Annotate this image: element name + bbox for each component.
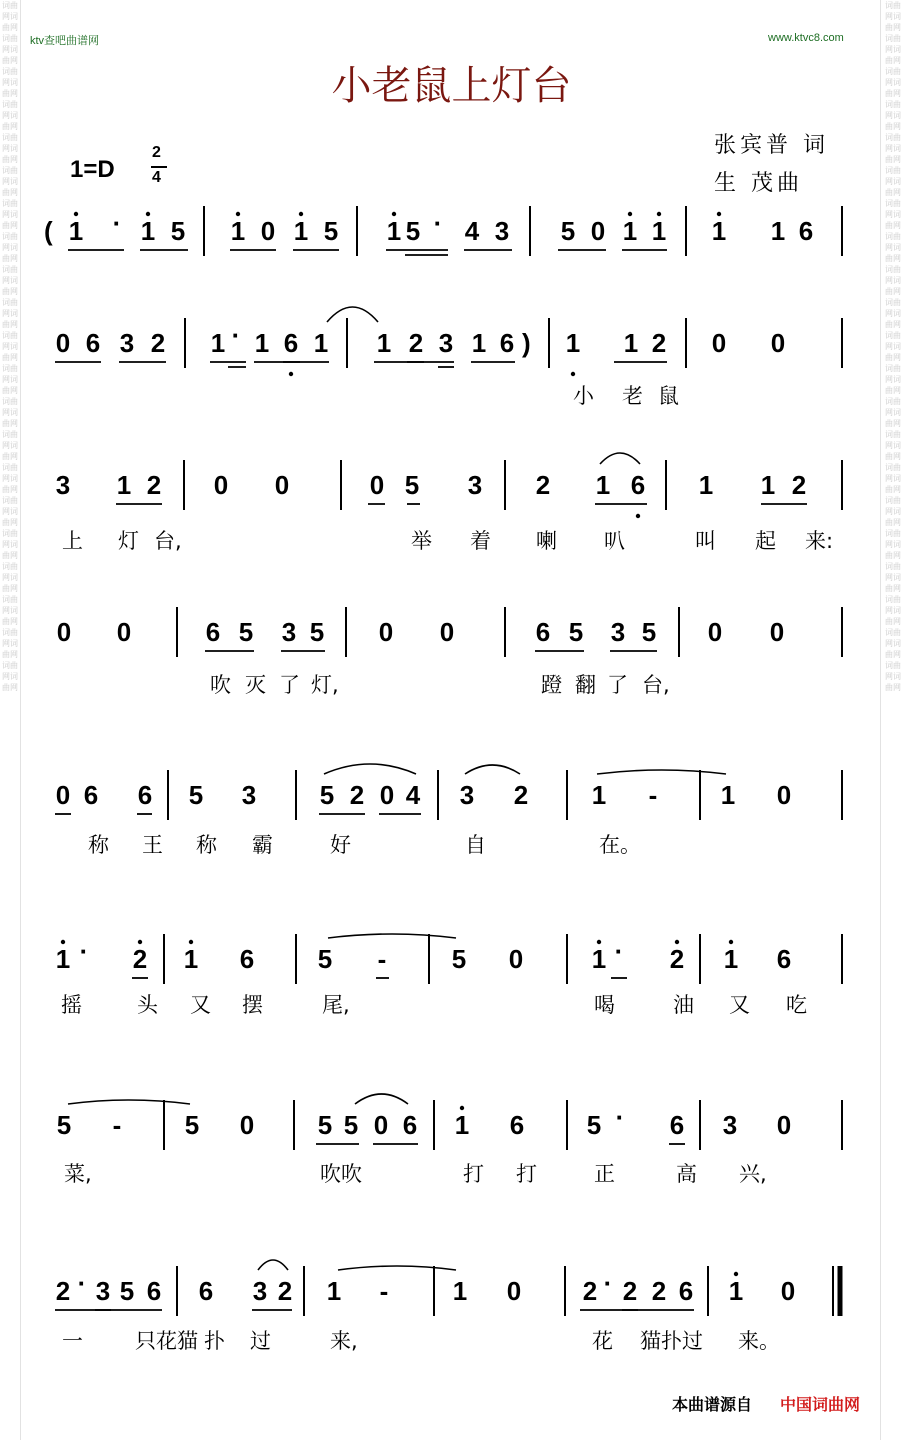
lyric-word: 兴, [739,1162,767,1186]
note: · [231,320,241,350]
lyric-word: 喝 [594,993,615,1017]
note: 1 [210,328,226,358]
lyric-word: 着 [470,529,491,553]
lyric-word: 一 [62,1329,83,1353]
note: 0 [373,1110,389,1140]
note: 2 [513,780,529,810]
lyric-word: 菜, [64,1162,92,1186]
note: 5 [119,1276,135,1306]
note: 1 [770,216,786,246]
high-octave-dot [675,940,679,944]
note: 3 [459,780,475,810]
time-signature-top: 2 [152,144,161,161]
note: 0 [707,617,723,647]
note: 0 [711,328,727,358]
note: 2 [791,470,807,500]
lyric-word: 王 [142,833,163,857]
note: 1 [728,1276,744,1306]
note: 5 [586,1110,602,1140]
note: 1 [720,780,736,810]
tie-slur [68,1100,190,1104]
note: 2 [277,1276,293,1306]
note: 5 [184,1110,200,1140]
note: 3 [467,470,483,500]
note: 5 [309,617,325,647]
note: · [79,936,89,966]
note: 3 [438,328,454,358]
note: 6 [776,944,792,974]
lyric-word: 花 [592,1329,613,1353]
note: 6 [85,328,101,358]
note: 1 [313,328,329,358]
lyric-word: 打 [463,1162,484,1186]
tie-slur [600,453,640,464]
note: 5 [323,216,339,246]
lyric-word: 吹吹 [320,1162,362,1186]
note: 6 [535,617,551,647]
note: 0 [769,617,785,647]
note: 1 [591,780,607,810]
lyric-word: 喇 [536,529,557,553]
tie-slur [355,1094,408,1104]
note: 0 [55,780,71,810]
lyric-word: 上 [62,529,83,553]
low-octave-dot [636,514,640,518]
low-octave-dot [289,372,293,376]
lyric-word: 灯 [118,529,139,553]
note: 1 [595,470,611,500]
lyric-word: 打 [516,1162,537,1186]
lyric-word: 在。 [599,833,641,857]
note: 1 [711,216,727,246]
note: 5 [238,617,254,647]
composer-credit: 生 茂曲 [714,171,803,196]
note: 5 [404,470,420,500]
note: 3 [281,617,297,647]
lyric-word: 正 [594,1162,615,1186]
note: 2 [132,944,148,974]
tie-slur [465,765,520,774]
lyricist-credit: 张宾普 词 [714,133,829,158]
source-site: 中国词曲网 [780,1395,861,1414]
note: 2 [349,780,365,810]
note: 2 [55,1276,71,1306]
lyric-word: 吃 [786,993,807,1017]
note: 2 [582,1276,598,1306]
note: 0 [508,944,524,974]
note: 1 [623,328,639,358]
lyric-word: 头 [137,993,158,1017]
lyric-word: 了 [279,673,300,697]
lyric-word: 又 [729,993,750,1017]
note: · [615,1102,625,1132]
note: 0 [439,617,455,647]
lyric-word: 起 [755,529,776,553]
note: 1 [760,470,776,500]
lyric-word: 翻 [575,673,596,697]
note: 1 [471,328,487,358]
high-octave-dot [657,212,661,216]
lyric-word: 又 [190,993,211,1017]
tie-slur [328,934,456,938]
note: · [433,208,443,238]
note: 5 [405,216,421,246]
note: · [614,936,624,966]
lyric-word: 称 [88,833,109,857]
note: · [77,1268,87,1298]
note: 1 [454,1110,470,1140]
note: 0 [274,470,290,500]
tie-slur [597,770,726,774]
note: 6 [499,328,515,358]
high-octave-dot [138,940,142,944]
note: 6 [630,470,646,500]
note: 6 [509,1110,525,1140]
lyric-word: 摆 [242,993,263,1017]
note: - [648,780,658,810]
note: 5 [170,216,186,246]
note: 6 [239,944,255,974]
note: 2 [622,1276,638,1306]
note: · [112,208,122,238]
note: 1 [55,944,71,974]
note: 0 [116,617,132,647]
high-octave-dot [236,212,240,216]
note: 5 [568,617,584,647]
note: 0 [780,1276,796,1306]
note: 0 [369,470,385,500]
key-signature: 1=D [70,156,115,183]
note: 3 [722,1110,738,1140]
site-url: www.ktvc8.com [768,32,844,44]
note: 1 [565,328,581,358]
note: 1 [723,944,739,974]
note: 0 [56,617,72,647]
note: 2 [408,328,424,358]
lyric-word: 来: [805,529,834,553]
note: 6 [83,780,99,810]
lyric-word: 举 [411,529,432,553]
site-name: ktv查吧曲谱网 [30,35,100,47]
note: 0 [378,617,394,647]
note: 0 [776,780,792,810]
high-octave-dot [717,212,721,216]
note: 1 [386,216,402,246]
high-octave-dot [74,212,78,216]
note: 2 [150,328,166,358]
note: 1 [326,1276,342,1306]
note: 0 [776,1110,792,1140]
note: 1 [698,470,714,500]
tie-slur [258,1260,288,1270]
note: 1 [230,216,246,246]
note: 1 [293,216,309,246]
note: 4 [405,780,421,810]
lyric-word: 称 [196,833,217,857]
note: 5 [343,1110,359,1140]
high-octave-dot [729,940,733,944]
note: 1 [622,216,638,246]
note: 3 [610,617,626,647]
lyric-word: 小 [573,384,594,408]
note: 6 [402,1110,418,1140]
note: 0 [590,216,606,246]
note: 1 [452,1276,468,1306]
lyric-word: 老 [622,384,643,408]
note: 3 [241,780,257,810]
note: · [603,1268,613,1298]
note: 0 [506,1276,522,1306]
close-paren: ) [522,328,531,358]
lyric-word: 来。 [738,1329,780,1353]
note: 6 [669,1110,685,1140]
note: 1 [591,944,607,974]
note: 6 [283,328,299,358]
open-paren: ( [44,216,53,246]
lyric-word: 台, [154,529,182,553]
note: 5 [560,216,576,246]
high-octave-dot [628,212,632,216]
note: 5 [317,1110,333,1140]
note: 3 [252,1276,268,1306]
lyric-word: 尾, [322,993,350,1017]
note: 6 [146,1276,162,1306]
note: 5 [641,617,657,647]
note: 2 [535,470,551,500]
note: 0 [260,216,276,246]
tie-slur [327,307,378,322]
tie-slur [324,764,416,774]
note: 1 [140,216,156,246]
note: 2 [146,470,162,500]
note: 0 [239,1110,255,1140]
lyric-word: 灭 [245,673,266,697]
lyric-word: 扑 [204,1329,225,1353]
note: 2 [651,328,667,358]
lyric-word: 叫 [695,529,716,553]
high-octave-dot [392,212,396,216]
note: 5 [188,780,204,810]
high-octave-dot [597,940,601,944]
note: 1 [651,216,667,246]
high-octave-dot [460,1106,464,1110]
note: 6 [798,216,814,246]
high-octave-dot [299,212,303,216]
lyric-word: 吹 [210,673,231,697]
song-title: 小老鼠上灯台 [331,63,572,109]
lyric-word: 自 [465,833,486,857]
lyric-word: 摇 [61,993,82,1017]
lyric-word: 蹬 [541,673,562,697]
lyric-word: 霸 [252,833,273,857]
source-label: 本曲谱源自 [672,1395,753,1414]
lyric-word: 猫扑过 [640,1329,703,1353]
note: - [112,1110,122,1140]
lyric-word: 来, [330,1329,358,1353]
watermark-right: 词曲网词曲网词曲网词曲网词曲网词曲网词曲网词曲网词曲网词曲网词曲网词曲网词曲网词曲网词曲网词曲网词曲网词曲网词曲网词曲网词曲网词曲网词曲网词曲网词曲网词曲网词曲网词曲网词曲网词曲网词曲网词曲网词曲网词曲网词曲网词曲网词曲网词曲网词曲网词曲网词曲网词曲网 [885,1,901,692]
lyric-word: 只花猫 [135,1329,198,1353]
lyric-word: 台, [642,673,670,697]
note: 5 [451,944,467,974]
lyric-word: 过 [250,1329,271,1353]
note: 4 [464,216,480,246]
note: 1 [254,328,270,358]
note: 6 [205,617,221,647]
high-octave-dot [146,212,150,216]
lyric-word: 了 [607,673,628,697]
high-octave-dot [734,1272,738,1276]
note: 3 [494,216,510,246]
note: 1 [68,216,84,246]
note: - [379,1276,389,1306]
note: 3 [95,1276,111,1306]
lyric-word: 好 [330,833,351,857]
lyric-word: 灯, [311,673,339,697]
note: 3 [119,328,135,358]
lyric-word: 鼠 [658,384,679,408]
note: 0 [770,328,786,358]
note: 5 [56,1110,72,1140]
note: 0 [213,470,229,500]
time-signature-bottom: 4 [152,169,161,186]
note: 1 [183,944,199,974]
note: 6 [198,1276,214,1306]
note: 0 [55,328,71,358]
note: 2 [651,1276,667,1306]
high-octave-dot [61,940,65,944]
note: 3 [55,470,71,500]
high-octave-dot [189,940,193,944]
tie-slur [338,1266,456,1270]
note: 5 [319,780,335,810]
watermark-left: 词曲网词曲网词曲网词曲网词曲网词曲网词曲网词曲网词曲网词曲网词曲网词曲网词曲网词曲网词曲网词曲网词曲网词曲网词曲网词曲网词曲网词曲网词曲网词曲网词曲网词曲网词曲网词曲网词曲网词曲网词曲网词曲网词曲网词曲网词曲网词曲网词曲网词曲网词曲网词曲网词曲网词曲网 [2,1,18,692]
note: 5 [317,944,333,974]
low-octave-dot [571,372,575,376]
note: 6 [678,1276,694,1306]
note: 2 [669,944,685,974]
lyric-word: 高 [676,1162,697,1186]
note: 1 [116,470,132,500]
lyric-word: 油 [673,993,694,1017]
note: 0 [379,780,395,810]
lyric-word: 叭 [604,529,625,553]
note: - [377,944,387,974]
note: 1 [376,328,392,358]
note: 6 [137,780,153,810]
